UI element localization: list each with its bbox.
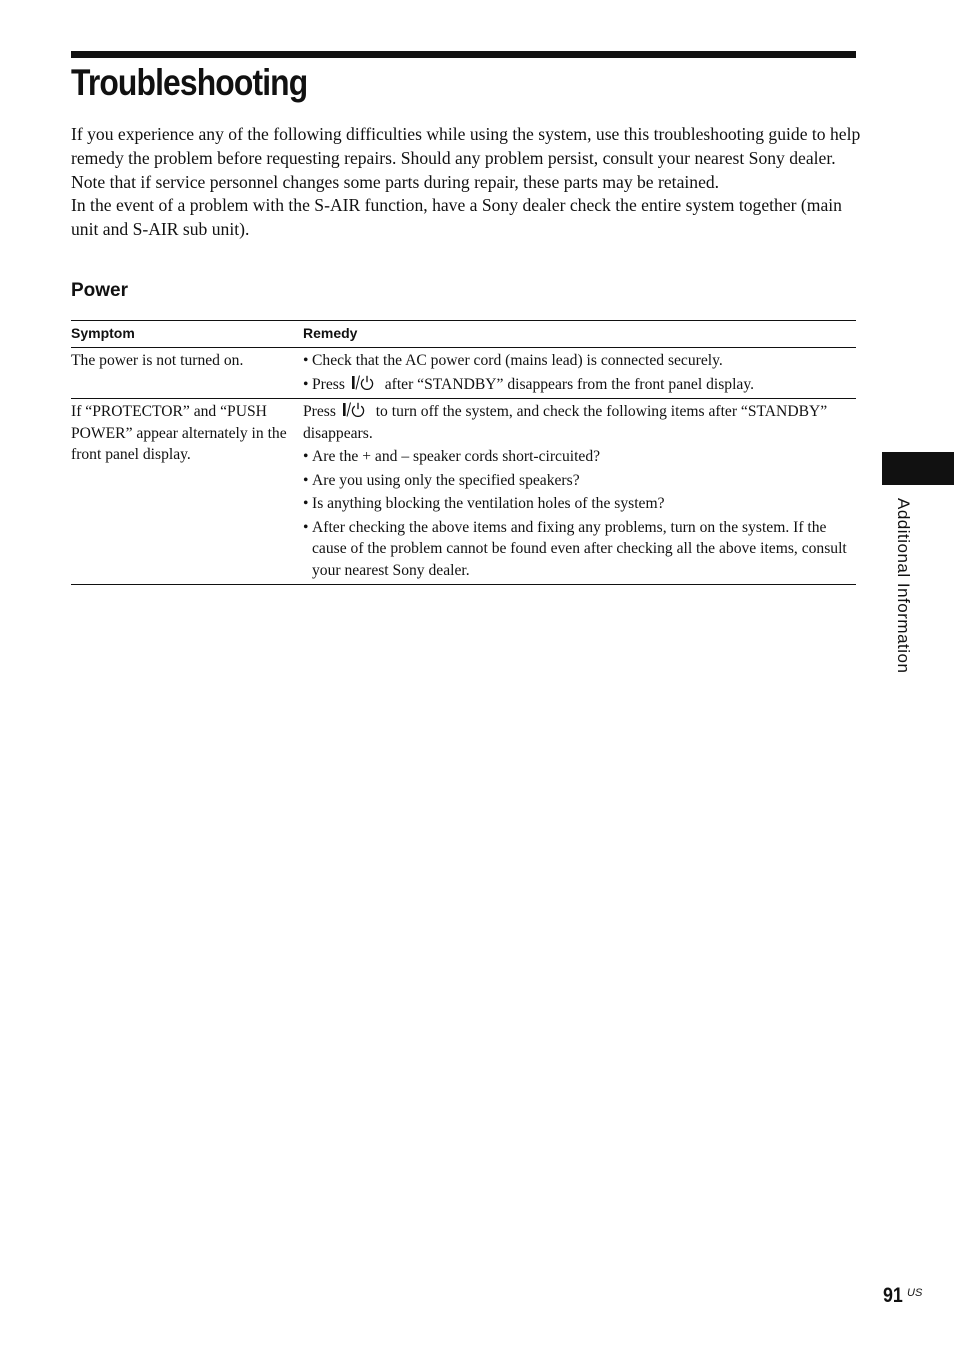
remedy-list xyxy=(303,446,856,581)
symptom-header: Symptom xyxy=(71,321,303,348)
table-header-row xyxy=(71,321,856,348)
intro-text xyxy=(71,123,861,242)
section-heading-power: Power xyxy=(71,280,129,301)
table-row xyxy=(71,399,856,585)
page-number: 91 xyxy=(883,1284,903,1307)
section-tab-marker xyxy=(882,452,954,485)
side-tab-label: Additional Information xyxy=(894,498,913,674)
remedy-item: • Are you using only the specified speakers? xyxy=(303,470,856,492)
remedy-item: • Check that the AC power cord (mains lead) is connected securely. xyxy=(303,350,856,372)
remedy-lead xyxy=(303,401,856,444)
remedy-item xyxy=(303,374,856,396)
remedy-text: Press xyxy=(312,375,349,393)
remedy-text: Press xyxy=(303,403,340,420)
remedy-item: • Is anything blocking the ventilation holes of the system? xyxy=(303,493,856,515)
symptom-cell: If “PROTECTOR” and “PUSH POWER” appear alternately in the front panel display. xyxy=(71,399,303,585)
page-number-suffix: US xyxy=(907,1287,923,1299)
remedy-cell xyxy=(303,399,856,585)
remedy-list xyxy=(303,350,856,395)
remedy-cell xyxy=(303,348,856,399)
remedy-item: • After checking the above items and fixing any problems, turn on the system. If the cause of the problem cannot be found even after checking all the above items, consult your nearest Sony dealer. xyxy=(303,517,856,582)
symptom-cell: The power is not turned on. xyxy=(71,348,303,399)
remedy-text: to turn off the system, and check the following items after “STANDBY” disappears. xyxy=(303,403,828,442)
intro-paragraph: Note that if service personnel changes some parts during repair, these parts may be retained. xyxy=(71,171,720,192)
intro-paragraph: In the event of a problem with the S-AIR function, have a Sony dealer check the entire system together (main unit and S-AIR sub unit). xyxy=(71,195,842,240)
remedy-item: • Are the + and – speaker cords short-circuited? xyxy=(303,446,856,468)
title-rule xyxy=(71,51,856,58)
power-button-icon xyxy=(341,402,371,417)
page-title: Troubleshooting xyxy=(71,62,308,103)
remedy-text: after “STANDBY” disappears from the front panel display. xyxy=(380,375,755,393)
troubleshooting-table xyxy=(71,320,856,585)
table-row xyxy=(71,348,856,399)
power-button-icon xyxy=(350,375,380,390)
remedy-header: Remedy xyxy=(303,321,856,348)
intro-paragraph: If you experience any of the following difficulties while using the system, use this troubleshooting guide to help remedy the problem before requesting repairs. Should any problem persist, consult your nearest Sony dealer. xyxy=(71,124,861,168)
